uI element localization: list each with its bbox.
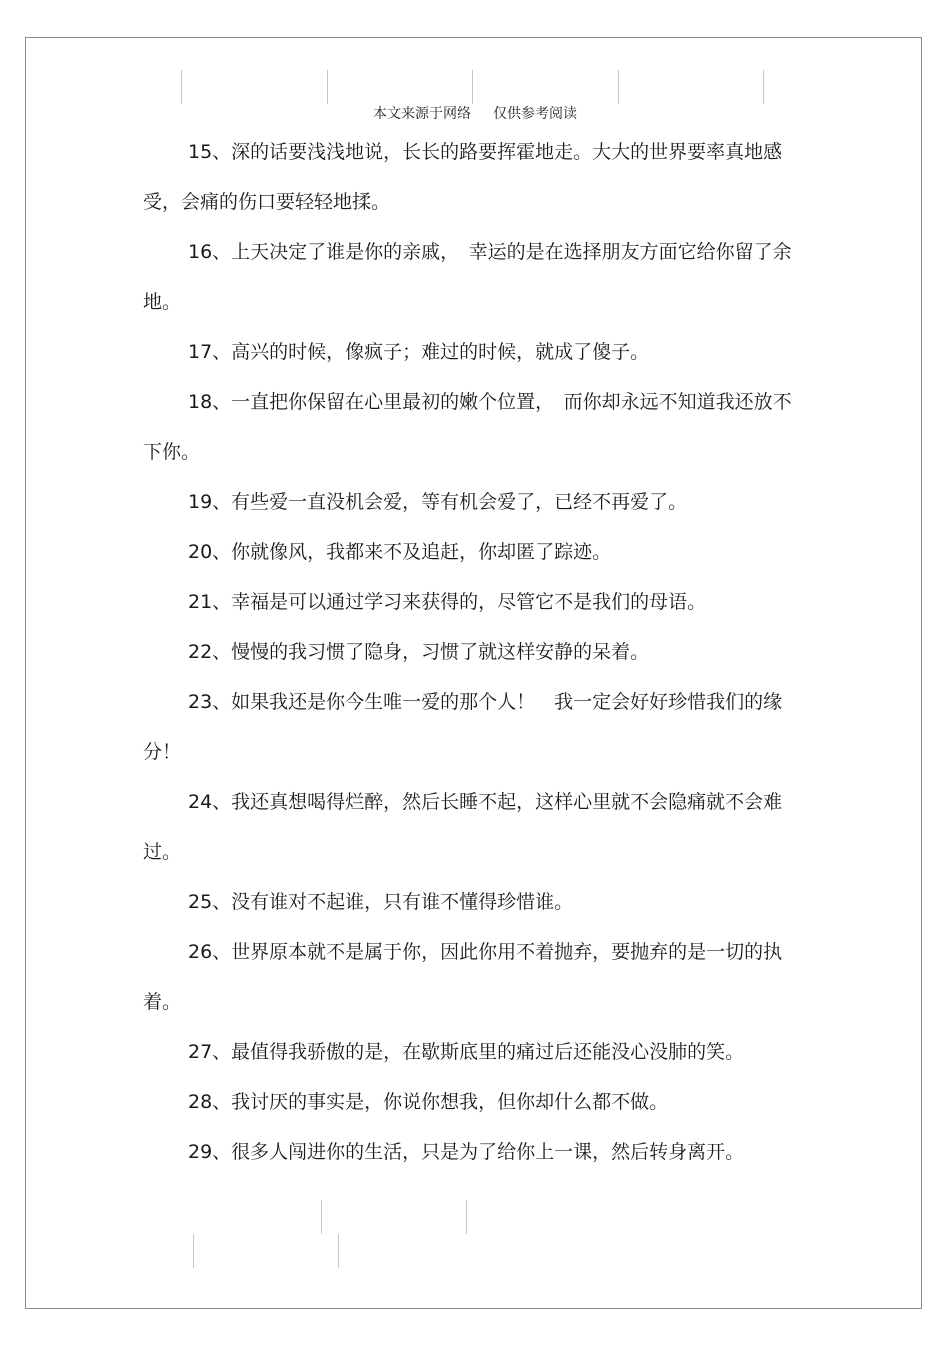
quote-paragraph: 19、有些爱一直没机会爱，等有机会爱了，已经不再爱了。 (188, 491, 688, 513)
quote-paragraph: 26、世界原本就不是属于你，因此你用不着抛弃，要抛弃的是一切的执着。 (143, 941, 783, 1013)
quote-paragraph: 23、如果我还是你今生唯一爱的那个人！ 我一定会好好珍惜我们的缘分！ (143, 691, 783, 763)
footer-divider (466, 1200, 467, 1234)
quote-paragraph: 24、我还真想喝得烂醉，然后长睡不起，这样心里就不会隐痛就不会难过。 (143, 791, 783, 863)
source-note: 本文来源于网络 (373, 106, 471, 122)
header-divider (763, 70, 764, 104)
page-header (0, 103, 950, 123)
quote-paragraph: 29、很多人闯进你的生活，只是为了给你上一课，然后转身离开。 (188, 1141, 745, 1163)
quote-paragraph: 22、慢慢的我习惯了隐身，习惯了就这样安静的呆着。 (188, 641, 650, 663)
header-divider (181, 70, 182, 104)
quote-paragraph: 27、最值得我骄傲的是，在歇斯底里的痛过后还能没心没肺的笑。 (188, 1041, 745, 1063)
quote-paragraph: 17、高兴的时候，像疯子；难过的时候，就成了傻子。 (188, 341, 650, 363)
document-body (143, 127, 803, 1177)
quote-paragraph: 18、一直把你保留在心里最初的嫩个位置， 而你却永远不知道我还放不下你。 (143, 391, 792, 463)
reference-note: 仅供参考阅读 (493, 106, 577, 122)
quote-paragraph: 25、没有谁对不起谁，只有谁不懂得珍惜谁。 (188, 891, 574, 913)
header-divider (618, 70, 619, 104)
quote-paragraph: 21、幸福是可以通过学习来获得的，尽管它不是我们的母语。 (188, 591, 707, 613)
footer-divider (321, 1200, 322, 1234)
header-divider (327, 70, 328, 104)
footer-divider (338, 1234, 339, 1268)
header-divider (472, 70, 473, 104)
footer-divider (193, 1234, 194, 1268)
quote-paragraph: 15、深的话要浅浅地说，长长的路要挥霍地走。大大的世界要率真地感受，会痛的伤口要轻轻地揉。 (143, 141, 783, 213)
quote-paragraph: 16、上天决定了谁是你的亲戚， 幸运的是在选择朋友方面它给你留了余地。 (143, 241, 792, 313)
quote-paragraph: 28、我讨厌的事实是，你说你想我，但你却什么都不做。 (188, 1091, 669, 1113)
quote-paragraph: 20、你就像风，我都来不及追赶，你却匿了踪迹。 (188, 541, 612, 563)
